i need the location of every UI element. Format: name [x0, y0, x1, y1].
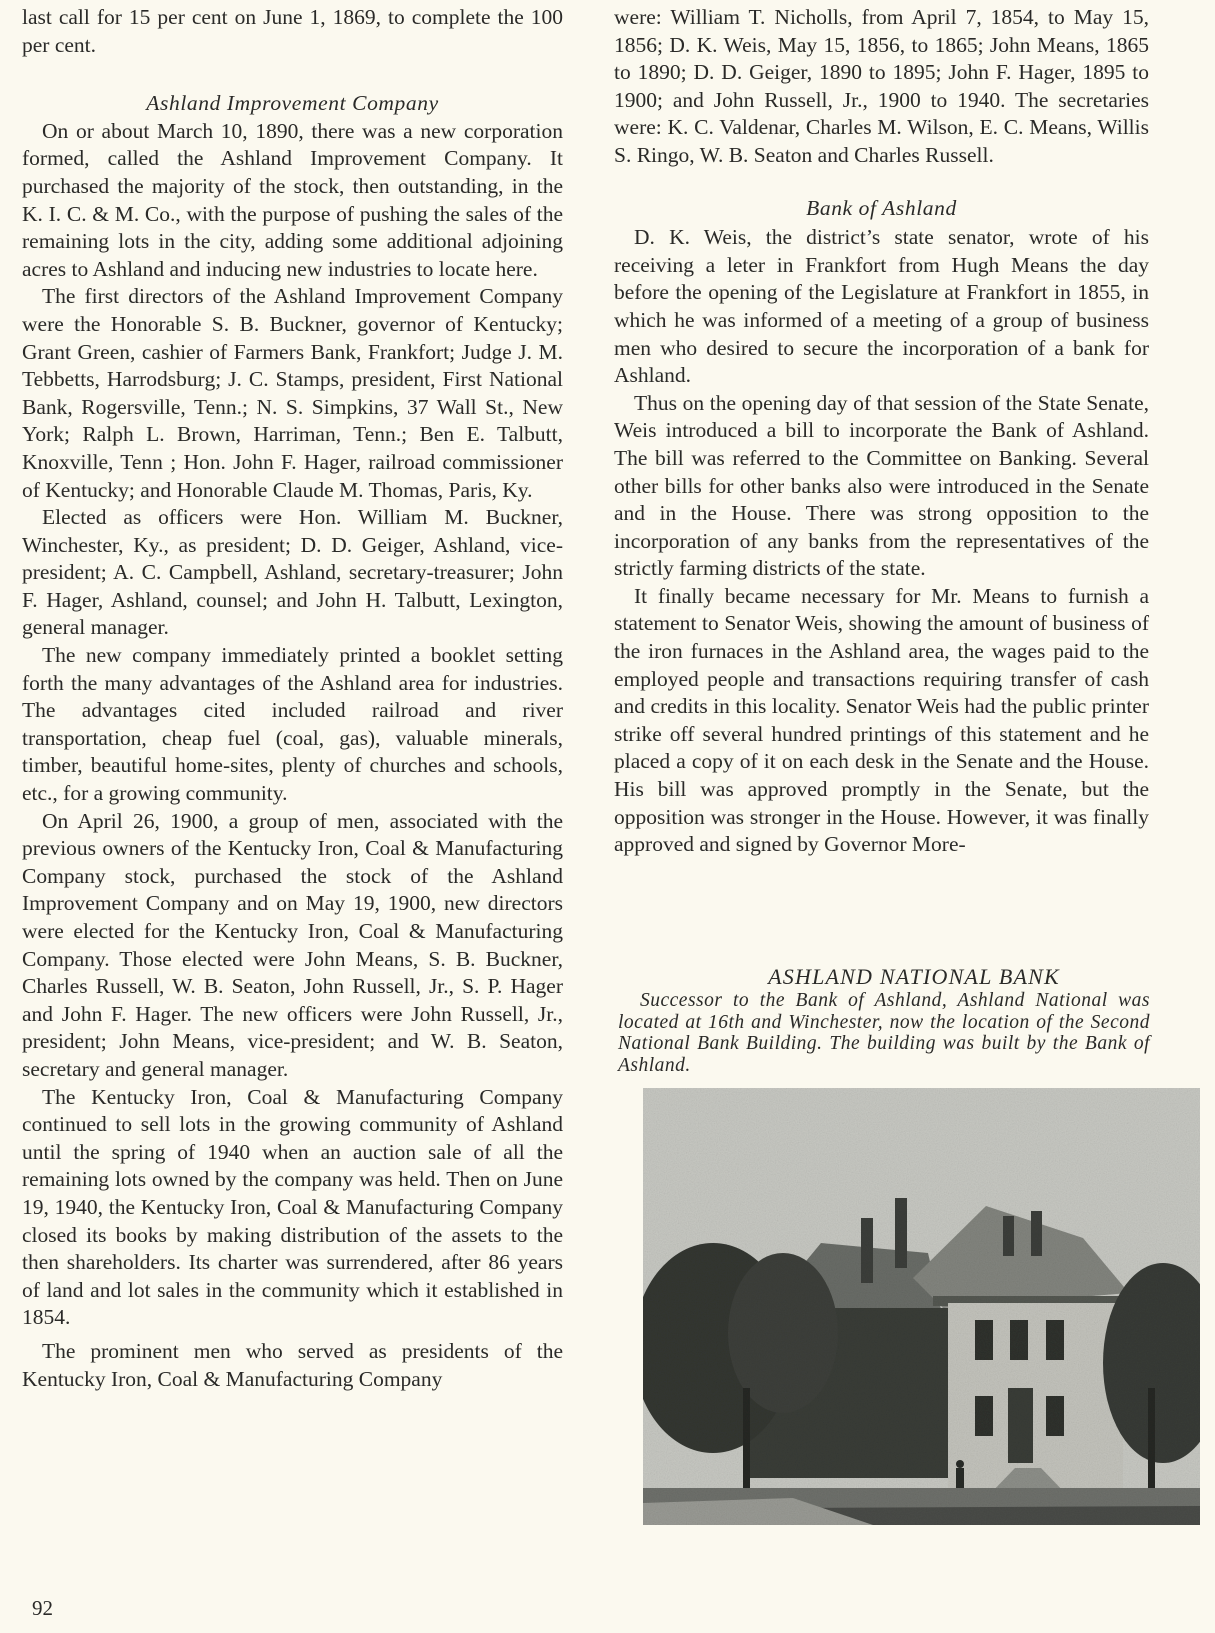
- paragraph: The new company immediately printed a booklet setting forth the many advantages of the Ashland area for industries. The advantages cited included railroad and river transportation, cheap fuel (coal, gas), valuable minerals, timber, beautiful home-sites, plenty of churches and schools, etc., for a growing community.: [22, 643, 563, 806]
- section-heading-bank-of-ashland: Bank of Ashland: [806, 195, 957, 220]
- paragraph: On April 26, 1900, a group of men, associated with the previous owners of the Kentucky Iron, Coal & Manufacturing Company stock, purchased the stock of the Ashland Improvement Company and on May 19, 1900, new directors were elected for the Kentucky Iron, Coal & Manufacturing Company. Those elected were John Means, S. B. Buckner, Charles Russell, W. B. Seaton, John Russell, Jr., S. P. Hager and John F. Hager. The new officers were John Russell, Jr., president; John Means, vice-president; and W. B. Seaton, secretary and general manager.: [22, 808, 563, 1081]
- intro-paragraph: last call for 15 per cent on June 1, 1869, to complete the 100 per cent.: [22, 5, 563, 57]
- figure-caption-text: Successor to the Bank of Ashland, Ashland National was located at 16th and Winchester, now the location of the Second National Bank Building. The building was built by the Bank of Ashland.: [618, 990, 1150, 1076]
- paragraph: The first directors of the Ashland Improvement Company were the Honorable S. B. Buckner, governor of Kentucky; Grant Green, cashier of Farmers Bank, Frankfort; Judge J. M. Tebbetts, Harrodsburg; J. C. Stamps, president, First National Bank, Rogersville, Tenn.; N. S. Simpkins, 37 Wall St., New York; Ralph L. Brown, Harriman, Tenn.; Ben E. Talbutt, Knoxville, Tenn ; Hon. John F. Hager, railroad commissioner of Kentucky; and Honorable Claude M. Thomas, Paris, Ky.: [22, 284, 563, 502]
- paragraph: The Kentucky Iron, Coal & Manufacturing Company continued to sell lots in the growing community of Ashland until the spring of 1940 when an auction sale of all the remaining lots owned by the company was held. Then on June 19, 1940, the Kentucky Iron, Coal & Manufacturing Company closed its books by making distribution of the assets to the then shareholders. Its charter was surrendered, after 86 years of land and lot sales in the community which it established in 1854.: [22, 1084, 563, 1330]
- page-number: 92: [32, 1596, 53, 1620]
- paragraph: On or about March 10, 1890, there was a new corporation formed, called the Ashland Improvement Company. It purchased the majority of the stock, then outstanding, in the K. I. C. & M. Co., with the purpose of pushing the sales of the remaining lots in the city, adding some additional adjoining acres to Ashland and inducing new industries to locate here.: [22, 118, 563, 281]
- paragraph: It finally became necessary for Mr. Means to furnish a statement to Senator Weis, showing the amount of business of the iron furnaces in the Ashland area, the wages paid to the employed people and transactions requiring transfer of cash and credits in this locality. Senator Weis had the public printer strike off several hundred printings of this statement and he placed a copy of it on each desk in the Senate and the House. His bill was approved promptly in the Senate, but the opposition was stronger in the House. However, it was finally approved and signed by Governor More-: [614, 583, 1149, 857]
- bank-building-photo: [643, 1088, 1200, 1525]
- figure-caption-title: ASHLAND NATIONAL BANK: [768, 964, 1060, 989]
- left-column: [22, 4, 563, 1393]
- paragraph: D. K. Weis, the district’s state senator, wrote of his receiving a leter in Frankfort from Hugh Means the day before the opening of the Legislature at Frankfort in 1855, in which he was informed of a meeting of a group of business men who desired to secure the incorporation of a bank for Ashland.: [614, 225, 1149, 388]
- continuation-paragraph: were: William T. Nicholls, from April 7, 1854, to May 15, 1856; D. K. Weis, May 15, 1856, to 1865; John Means, 1865 to 1890; D. D. Geiger, 1890 to 1895; John F. Hager, 1895 to 1900; and John Russell, Jr., 1900 to 1940. The secretaries were: K. C. Valdenar, Charles M. Wilson, E. C. Means, Willis S. Ringo, W. B. Seaton and Charles Russell.: [614, 5, 1149, 167]
- paragraph: The prominent men who served as presidents of the Kentucky Iron, Coal & Manufacturing Company: [22, 1338, 563, 1391]
- paragraph: Thus on the opening day of that session of the State Senate, Weis introduced a bill to incorporate the Bank of Ashland. The bill was referred to the Committee on Banking. Several other bills for other banks also were introduced in the Senate and in the House. There was strong opposition to the incorporation of any banks from the representatives of the strictly farming districts of the state.: [614, 390, 1149, 581]
- section-heading-ashland-improvement-company: Ashland Improvement Company: [146, 91, 439, 116]
- right-column: [614, 4, 1149, 859]
- paragraph: Elected as officers were Hon. William M. Buckner, Winchester, Ky., as president; D. D. Geiger, Ashland, vice-president; A. C. Campbell, Ashland, secretary-treasurer; John F. Hager, Ashland, counsel; and John H. Talbutt, Lexington, general manager.: [22, 505, 563, 640]
